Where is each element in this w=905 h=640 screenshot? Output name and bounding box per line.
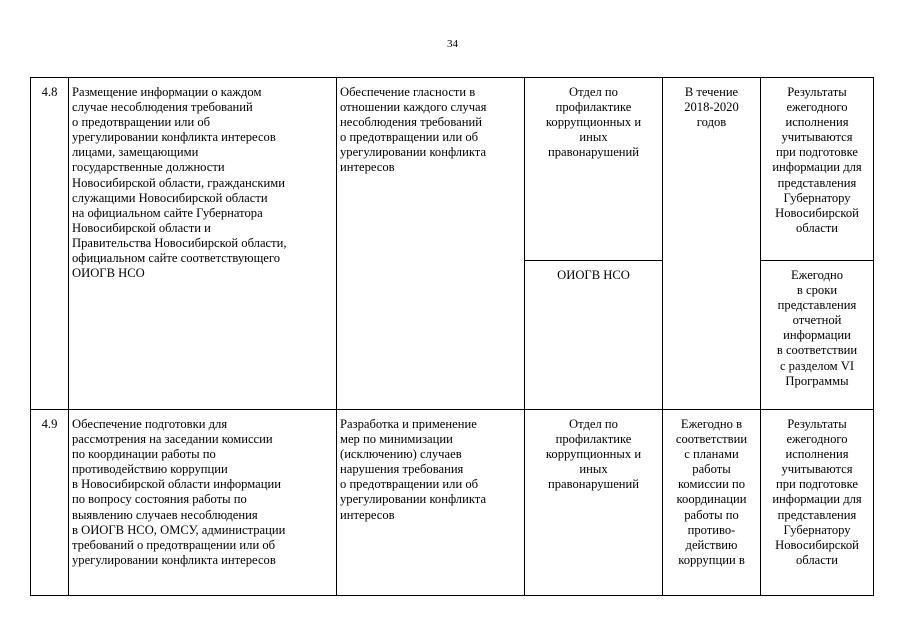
purpose-text: Разработка и применение мер по минимизации (исключению) случаев нарушения требования о предотвращении или об урегулировании конфликта интересов	[337, 410, 525, 596]
row-number: 4.9	[31, 410, 69, 596]
measure-text: Обеспечение подготовки для рассмотрения на заседании комиссии по координации работы по противодействию коррупции в Новосибирской области информации по вопросу состояния работы по выявлению случаев несоблюдения в ОИОГВ НСО, ОМСУ, администрации требований о предотвращении или об урегулировании конфликта интересов	[69, 410, 337, 596]
responsible-cell: Отдел по профилактике коррупционных и иных правонарушений	[525, 78, 663, 261]
table-row	[31, 78, 874, 261]
page-number: 34	[447, 38, 458, 50]
term-cell: Ежегодно в соответствии с планами работы комиссии по координации работы по противо- действию коррупции в	[663, 410, 761, 596]
result-cell: Результаты ежегодного исполнения учитываются при подготовке информации для представления Губернатору Новосибирской области	[761, 410, 874, 596]
measure-text: Размещение информации о каждом случае несоблюдения требований о предотвращении или об урегулировании конфликта интересов лицами, замещающими государственные должности Новосибирской области, гражданскими служащими Новосибирской области на официальном сайте Губернатора Новосибирской области и Правительства Новосибирской области, официальном сайте соответствующего ОИОГВ НСО	[69, 78, 337, 410]
result-cell: Результаты ежегодного исполнения учитываются при подготовке информации для представления Губернатору Новосибирской области	[761, 78, 874, 261]
responsible-cell: Отдел по профилактике коррупционных и иных правонарушений	[525, 410, 663, 596]
purpose-text: Обеспечение гласности в отношении каждого случая несоблюдения требований о предотвращении или об урегулировании конфликта интересов	[337, 78, 525, 410]
row-number: 4.8	[31, 78, 69, 410]
term-cell: В течение 2018-2020 годов	[663, 78, 761, 410]
measures-table	[30, 77, 874, 596]
responsible-cell: ОИОГВ НСО	[525, 261, 663, 410]
result-cell: Ежегодно в сроки представления отчетной информации в соответствии с разделом VI Программы	[761, 261, 874, 410]
table-row	[31, 410, 874, 596]
